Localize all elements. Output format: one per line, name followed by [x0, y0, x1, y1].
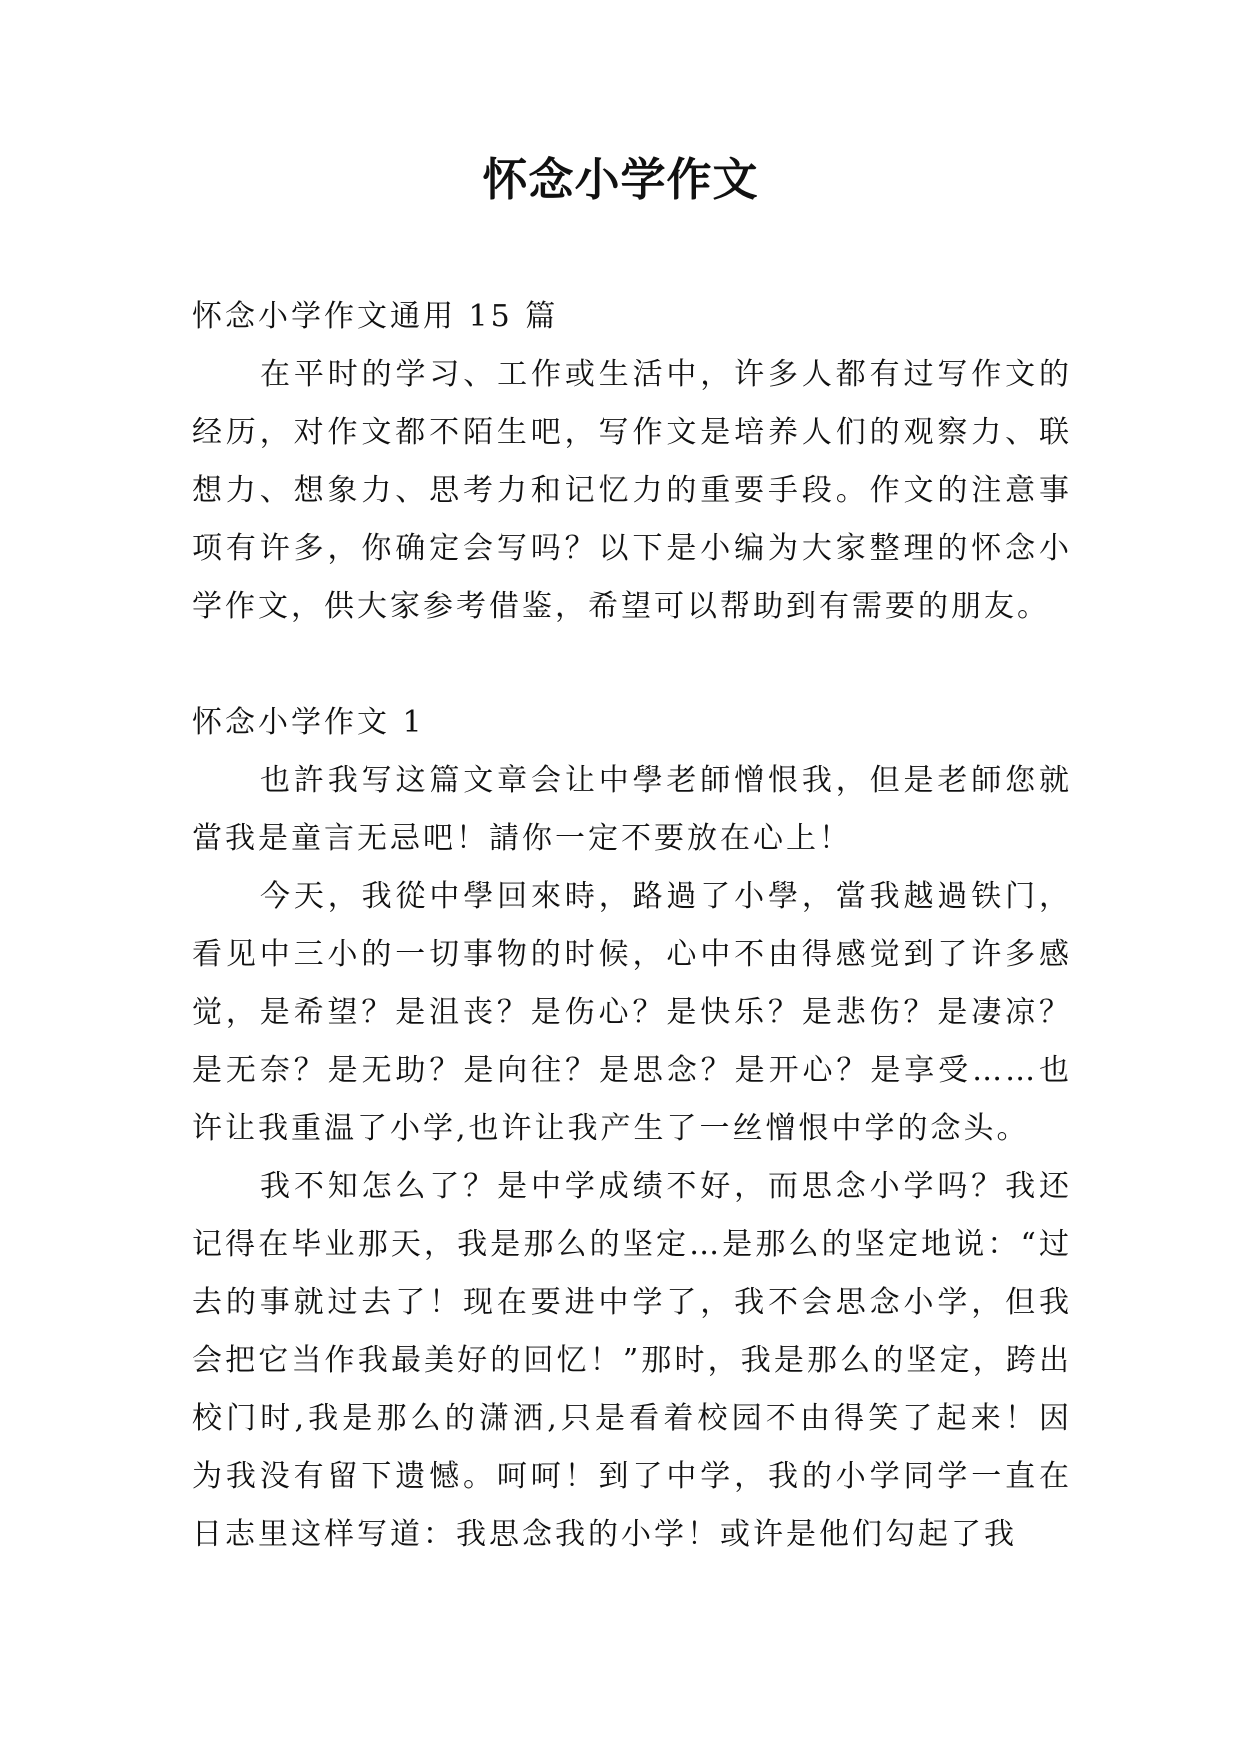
document-title: 怀念小学作文: [482, 153, 759, 206]
intro-paragraph: 在平时的学习、工作或生活中，许多人都有过写作文的经历，对作文都不陌生吧，写作文是培养人们的观察力、联想力、想象力、思考力和记忆力的重要手段。作文的注意事项有许多，你确定会写吗？以下是小编为大家整理的怀念小学作文，供大家参考借鉴，希望可以帮助到有需要的朋友。: [192, 357, 1072, 624]
collection-subtitle: 怀念小学作文通用 15 篇: [192, 299, 559, 334]
essay-paragraph: 今天，我從中學回來時，路過了小學，當我越過铁门，看见中三小的一切事物的时候，心中不由得感觉到了许多感觉，是希望？是沮丧？是伤心？是快乐？是悲伤？是凄凉？是无奈？是无助？是向往？是思念？是开心？是享受……也许让我重温了小学,也许让我产生了一丝憎恨中学的念头。: [192, 879, 1072, 1146]
essay-heading: 怀念小学作文 1: [192, 705, 425, 740]
essay-paragraph: 我不知怎么了？是中学成绩不好，而思念小学吗？我还记得在毕业那天，我是那么的坚定…是那么的坚定地说：“过去的事就过去了！现在要进中学了，我不会思念小学，但我会把它当作我最美好的回忆！”那时，我是那么的坚定，跨出校门时,我是那么的潇洒,只是看着校园不由得笑了起来！因为我没有留下遗憾。呵呵！到了中学，我的小学同学一直在日志里这样写道：我思念我的小学！或许是他们勾起了我: [192, 1169, 1072, 1552]
essay-paragraph: 也許我写这篇文章会让中學老師憎恨我，但是老師您就當我是童言无忌吧！請你一定不要放在心上！: [192, 763, 1072, 856]
document-body: [192, 288, 1072, 1564]
